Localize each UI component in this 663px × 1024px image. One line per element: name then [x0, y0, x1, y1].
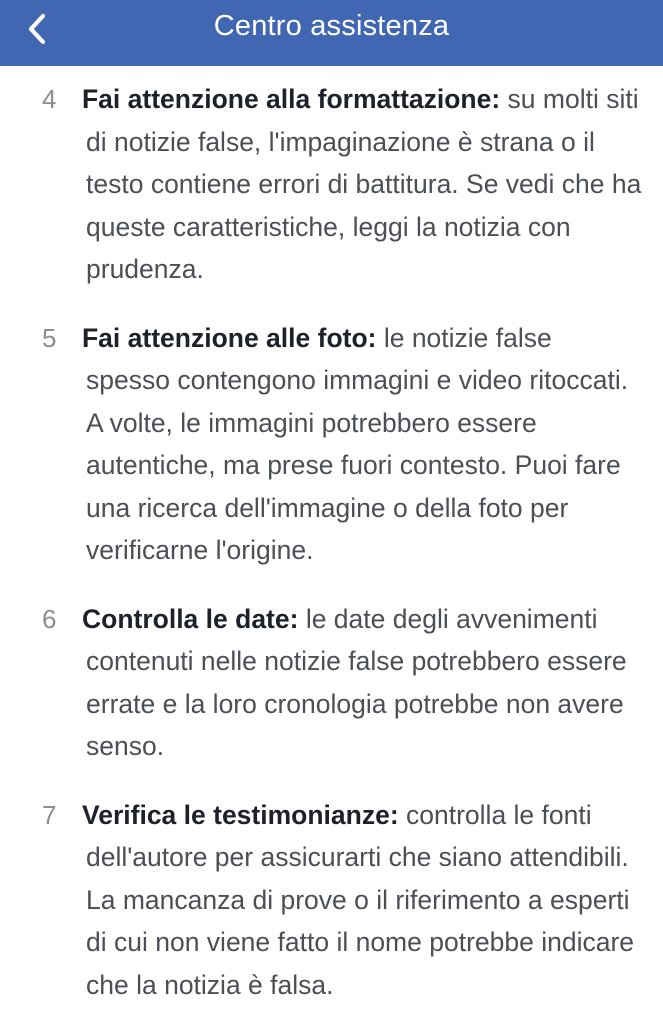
header-bar	[0, 0, 663, 66]
tip-number: 4	[42, 84, 57, 114]
tip-heading: Fai attenzione alle foto:	[82, 322, 377, 353]
tip-number: 5	[42, 322, 57, 353]
tip-body: controlla le fonti dell'autore per assicurarti che siano attendibili. La mancanza di prove o il riferimento a esperti di cui non viene fatto il nome potrebbe indicare che la notizia è falsa.	[86, 799, 635, 1000]
tip-item	[0, 598, 663, 768]
tip-heading: Fai attenzione alla formattazione:	[82, 84, 501, 114]
tip-text	[82, 794, 642, 1007]
tip-body: le date degli avvenimenti contenuti nelle notizie false potrebbero essere errate e la loro cronologia potrebbe non avere senso.	[86, 603, 627, 761]
tip-number: 6	[42, 603, 57, 634]
tip-text	[82, 598, 642, 768]
tip-number: 7	[42, 799, 57, 830]
tip-body: le notizie false spesso contengono immagini e video ritoccati. A volte, le immagini potrebbero essere autentiche, ma prese fuori contesto. Puoi fare una ricerca dell'immagine o della foto per verificarne l'origine.	[86, 322, 629, 565]
tip-item	[0, 317, 663, 572]
tip-item	[0, 78, 663, 291]
help-article-content	[0, 66, 663, 1006]
tip-heading: Controlla le date:	[82, 603, 299, 634]
tip-text	[82, 78, 642, 291]
page-title: Centro assistenza	[213, 10, 450, 42]
tip-item	[0, 794, 663, 1007]
tip-text	[82, 317, 642, 572]
tip-body: su molti siti di notizie false, l'impaginazione è strana o il testo contiene errori di battitura. Se vedi che ha queste caratteristiche, leggi la notizia con prudenza.	[86, 84, 642, 284]
tip-heading: Verifica le testimonianze:	[82, 799, 399, 830]
